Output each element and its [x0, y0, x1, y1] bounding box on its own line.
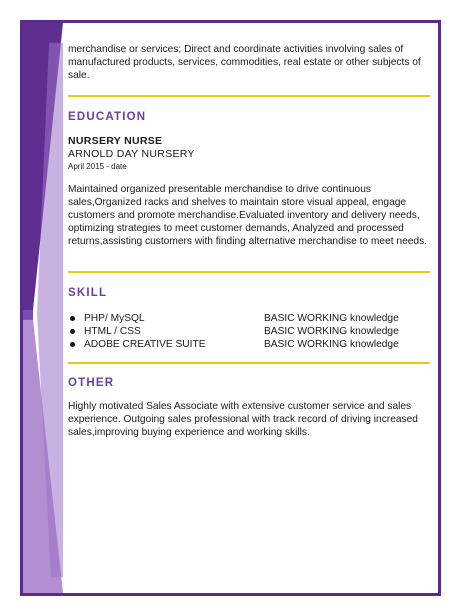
skill-row: [68, 325, 408, 338]
skill-level: BASIC WORKING knowledge: [264, 326, 399, 337]
bullet-icon: [68, 338, 84, 351]
bullet-icon: [68, 312, 84, 325]
job-description: Maintained organized presentable merchandise to drive continuous sales,Organized racks and shelves to maintain store visual appeal, engage customers and promote merchandise.Evaluated inventory and delivery needs, optimizing strategies to meet customer demands, Analyzed and processed returns,assisting customers with finding alternative merchandise to meet needs.: [68, 184, 427, 248]
skill-name: ADOBE CREATIVE SUITE: [84, 339, 206, 350]
bullet-icon: [68, 325, 84, 338]
other-heading: OTHER: [68, 377, 115, 389]
decorative-sidebar: [23, 23, 63, 593]
skill-heading: SKILL: [68, 287, 108, 299]
other-text: Highly motivated Sales Associate with extensive customer service and sales experience. Outgoing sales professional with track record of driving increased sales,improving buying experience and working skills.: [68, 401, 418, 439]
job-title: NURSERY NURSE: [68, 135, 163, 147]
resume-page: [20, 20, 441, 596]
other-section: [68, 400, 433, 439]
summary-section: [68, 43, 433, 82]
section-divider: [68, 95, 430, 97]
company-name: ARNOLD DAY NURSERY: [68, 148, 195, 160]
skill-name: PHP/ MySQL: [84, 313, 145, 324]
job-date: April 2015 - date: [68, 162, 127, 171]
summary-text: merchandise or services; Direct and coordinate activities involving sales of manufactured products, services, commodities, real estate or other subjects of sale.: [68, 44, 421, 82]
education-heading: EDUCATION: [68, 111, 147, 123]
section-divider: [68, 271, 430, 273]
skill-list: [68, 312, 408, 351]
skill-name: HTML / CSS: [84, 326, 141, 337]
education-description-block: [68, 183, 433, 248]
section-divider: [68, 362, 430, 364]
skill-level: BASIC WORKING knowledge: [264, 313, 399, 324]
skill-row: [68, 338, 408, 351]
skill-row: [68, 312, 408, 325]
skill-level: BASIC WORKING knowledge: [264, 339, 399, 350]
